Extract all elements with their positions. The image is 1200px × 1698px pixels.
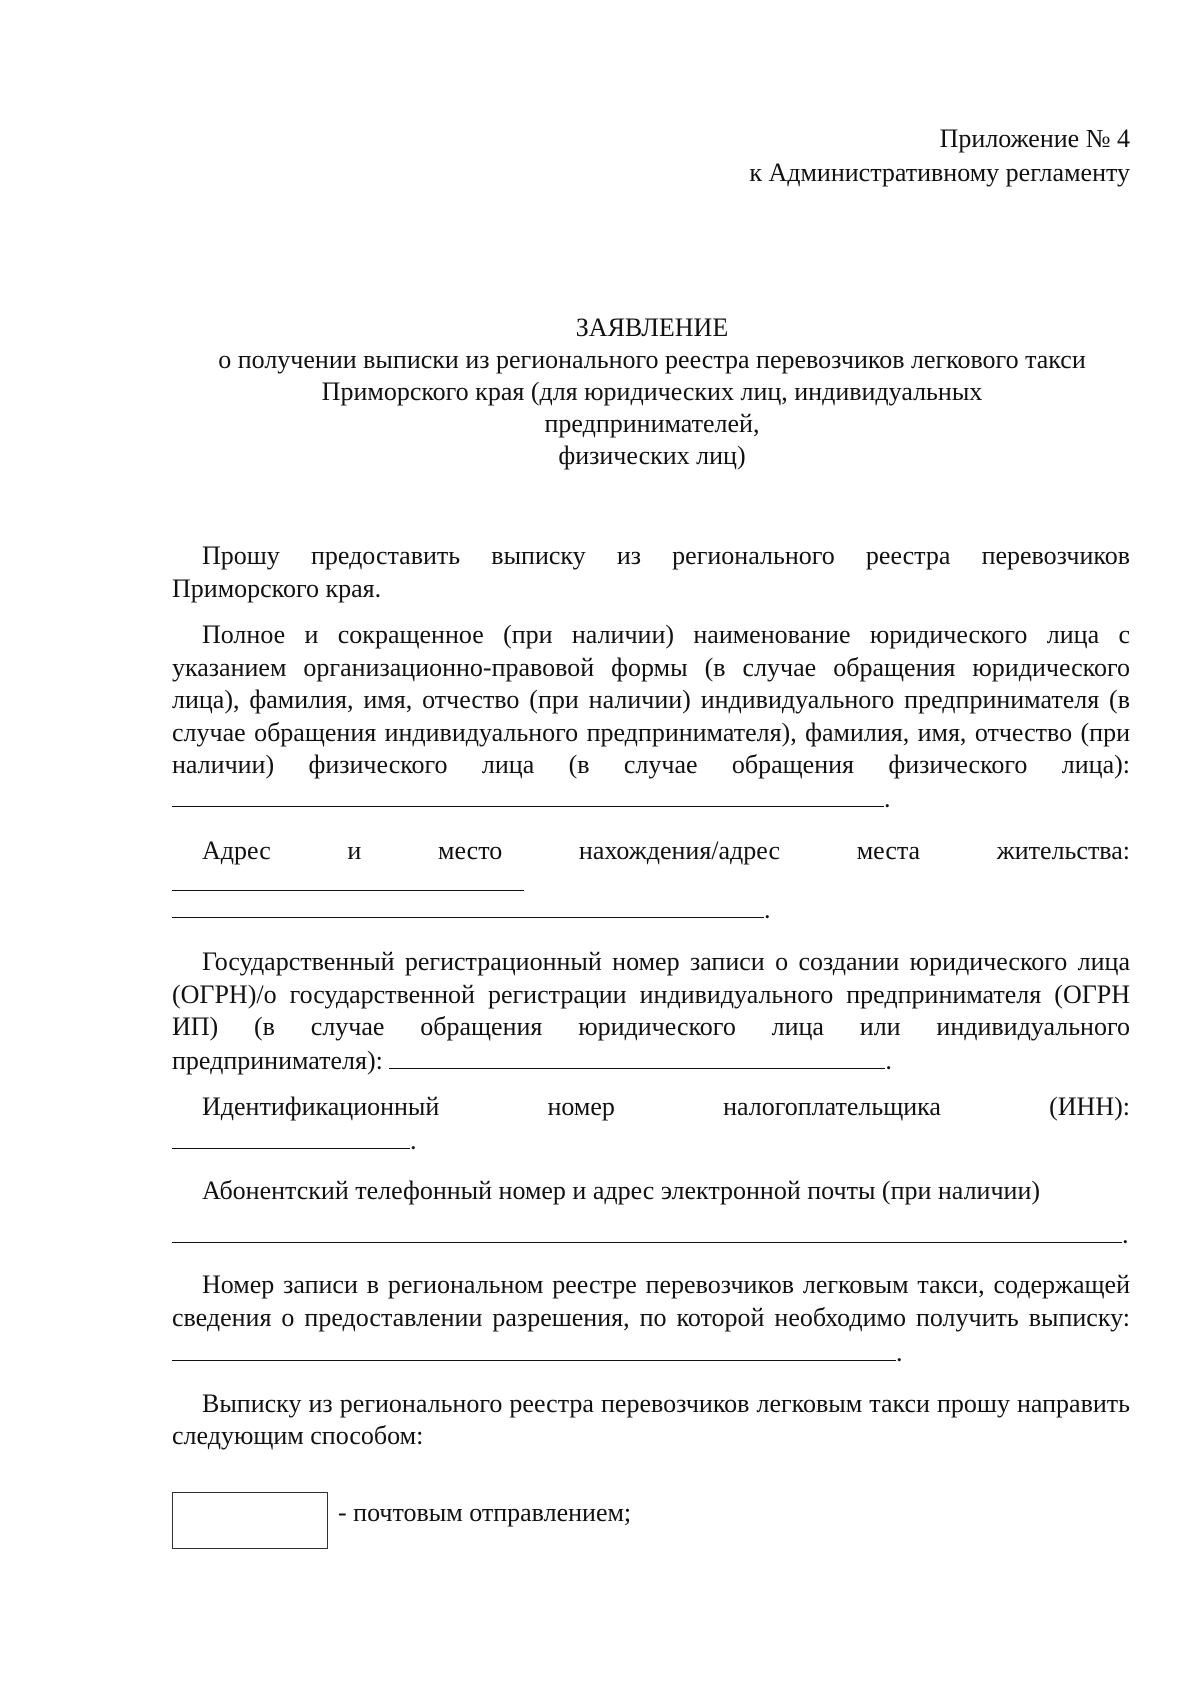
record-field-input[interactable]: [172, 1336, 896, 1361]
inn-field-label: Идентификационный номер налогоплательщика (ИНН):: [202, 1092, 1130, 1121]
title-line-1: о получении выписки из регионального реестра перевозчиков легкового такси: [218, 345, 1086, 374]
address-field-row-2: [172, 893, 1130, 927]
address-field-input-1[interactable]: [172, 866, 524, 891]
record-field-period: .: [896, 1338, 903, 1367]
name-field-input[interactable]: [172, 782, 884, 807]
annex-reference: к Административному регламенту: [749, 158, 1130, 187]
inn-field-row: [172, 1124, 1130, 1158]
title-line-2: Приморского края (для юридических лиц, индивидуальных: [321, 377, 983, 406]
ogrn-field-paragraph: [172, 946, 1130, 1077]
delivery-intro-paragraph: Выписку из регионального реестра перевозчиков легковым такси прошу направить следующим способом:: [172, 1388, 1130, 1450]
title-line-4: физических лиц): [558, 441, 746, 470]
record-field-row: [172, 1336, 1130, 1370]
inn-field-input[interactable]: [172, 1124, 410, 1149]
document-body: [172, 540, 1130, 1453]
postal-option-label: - почтовым отправлением;: [338, 1497, 632, 1527]
name-field-paragraph: [172, 619, 1130, 815]
inn-field-period: .: [410, 1125, 417, 1155]
address-field-period: .: [764, 894, 771, 924]
contact-field-row: [172, 1218, 1130, 1252]
contact-field-period: .: [1122, 1219, 1129, 1249]
ogrn-field-label: Государственный регистрационный номер записи о создании юридического лица (ОГРН)/о государственной регистрации индивидуального предпринимателя (ОГРН ИП) (в случае обращения юридического лица или индивидуального предпринимателя):: [172, 947, 1130, 1075]
contact-field-input[interactable]: [172, 1218, 1122, 1243]
postal-option-row: [172, 1492, 631, 1549]
address-field-label: Адрес и место нахождения/адрес места жительства:: [202, 836, 1130, 865]
ogrn-field-input[interactable]: [389, 1044, 885, 1069]
annex-number: Приложение № 4: [939, 124, 1130, 153]
ogrn-field-period: .: [885, 1045, 892, 1075]
request-paragraph: Прошу предоставить выписку из регионального реестра перевозчиков Приморского края.: [172, 541, 1130, 603]
address-field-input-2[interactable]: [172, 893, 764, 918]
annex-header: [749, 122, 1130, 190]
document-title: [172, 312, 1132, 472]
contact-field-label: Абонентский телефонный номер и адрес электронной почты (при наличии): [202, 1176, 1041, 1205]
record-field-label: Номер записи в региональном реестре перевозчиков легковым такси, содержащей сведения о предоставлении разрешения, по которой необходимо получить выписку:: [172, 1270, 1130, 1332]
name-field-label: Полное и сокращенное (при наличии) наименование юридического лица с указанием организационно-правовой формы (в случае обращения юридического лица), фамилия, имя, отчество (при наличии) индивидуального предпринимателя (в случае обращения индивидуального предпринимателя), фамилия, имя, отчество (при наличии) физического лица (в случае обращения физического лица):: [172, 620, 1130, 779]
title-line-3: предпринимателей,: [544, 409, 760, 438]
title-heading: ЗАЯВЛЕНИЕ: [575, 313, 729, 342]
name-field-period: .: [884, 783, 891, 813]
postal-option-checkbox[interactable]: [172, 1492, 328, 1549]
